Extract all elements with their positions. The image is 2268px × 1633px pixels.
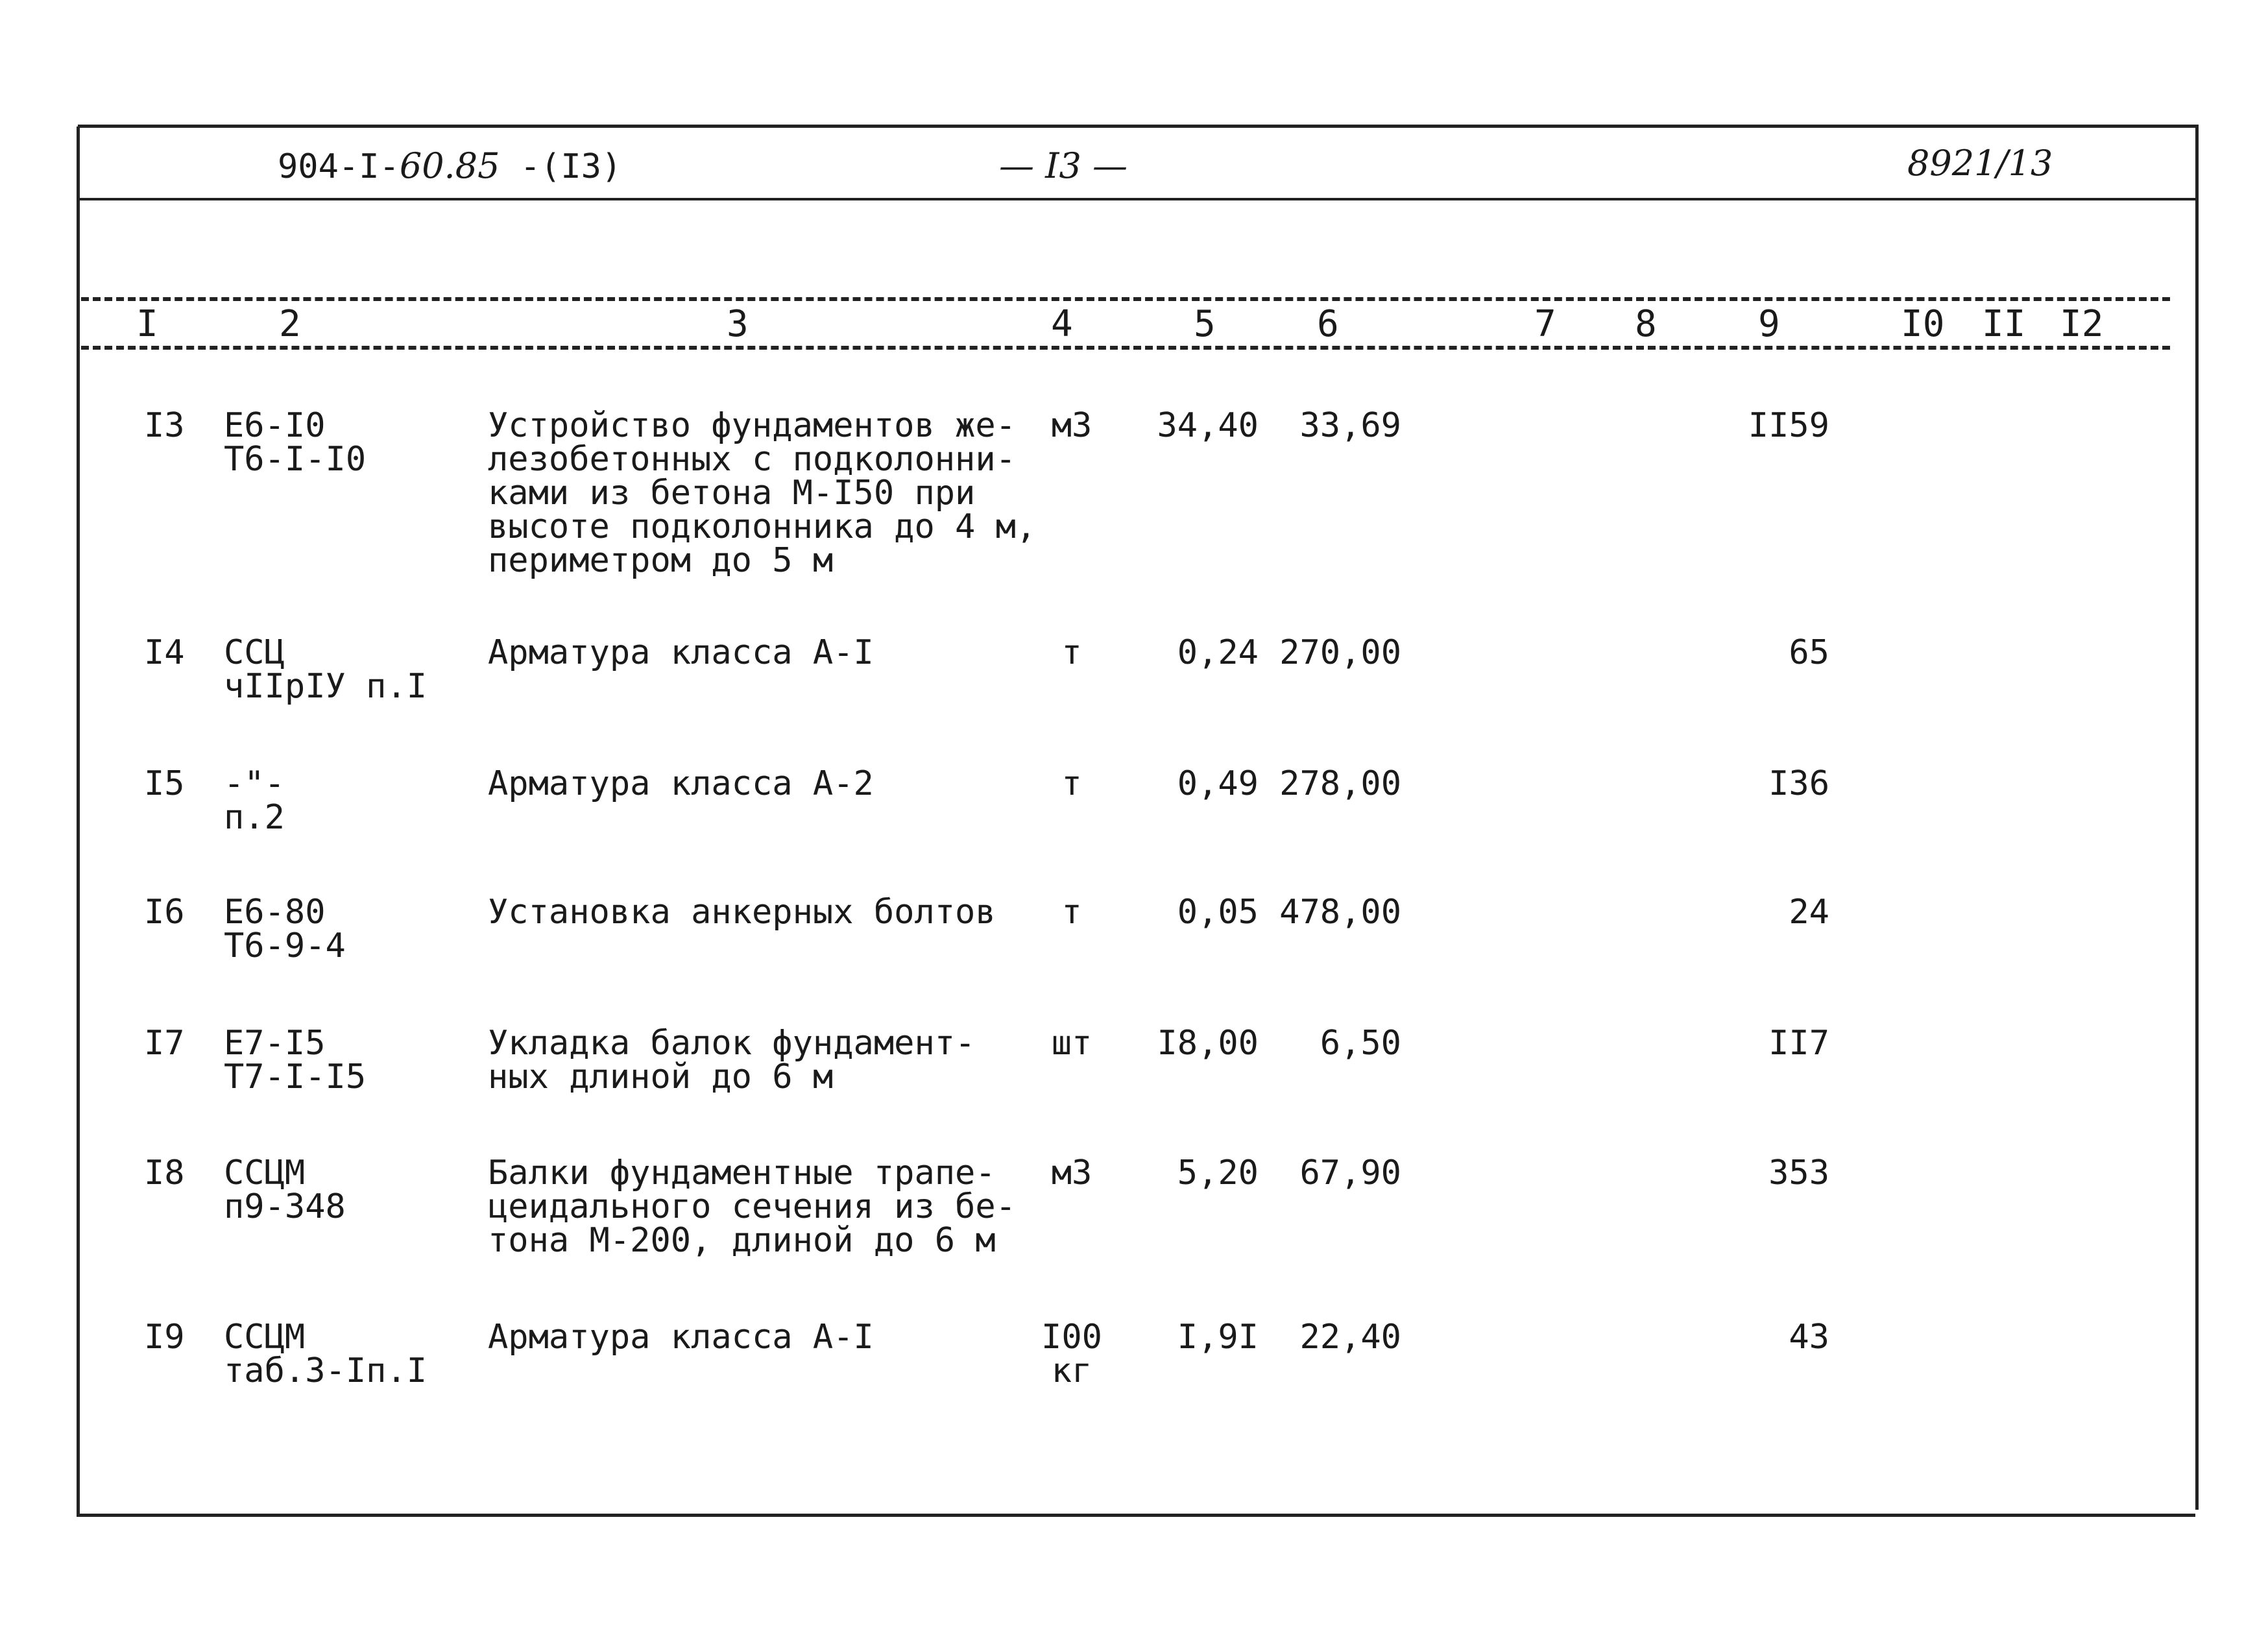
- column-number-1: I: [136, 303, 158, 345]
- row-code-line: Т6-I-I0: [224, 440, 367, 479]
- column-header-bottom-dashes: [81, 346, 2170, 350]
- row-code-line: Е7-I5: [224, 1024, 326, 1063]
- column-number-9: 9: [1758, 303, 1780, 345]
- document-code-prefix: 904-I-: [278, 147, 400, 186]
- row-description-line: Арматура класса А-2: [488, 764, 874, 803]
- column-number-2: 2: [279, 303, 301, 345]
- column-number-10: I0: [1901, 303, 1945, 345]
- row-total: 65: [1789, 633, 1829, 672]
- row-number: I6: [144, 893, 185, 932]
- column-number-3: 3: [727, 303, 749, 345]
- column-number-4: 4: [1051, 303, 1073, 345]
- column-number-7: 7: [1534, 303, 1556, 345]
- row-code-line: п.2: [224, 798, 285, 837]
- row-description-line: ками из бетона М-I50 при: [488, 474, 976, 513]
- row-unit: м3: [1051, 1154, 1092, 1192]
- row-description-line: Арматура класса А-I: [488, 1318, 874, 1357]
- row-unit: т: [1061, 893, 1082, 932]
- row-description-line: Установка анкерных болтов: [488, 893, 996, 932]
- row-unit-price: 270,00: [1279, 633, 1401, 672]
- column-header-top-dashes: [81, 297, 2170, 301]
- column-number-11: II: [1982, 303, 2026, 345]
- column-number-6: 6: [1317, 303, 1339, 345]
- row-code-line: ССЦМ: [224, 1318, 306, 1357]
- document-code-suffix: -(I3): [520, 147, 622, 186]
- row-code-line: чIIрIУ п.I: [224, 667, 428, 706]
- row-quantity: I8,00: [1157, 1024, 1259, 1063]
- row-description-line: цеидального сечения из бе-: [488, 1187, 1016, 1226]
- row-unit-price: 6,50: [1320, 1024, 1401, 1063]
- row-code-line: п9-348: [224, 1187, 346, 1226]
- row-description-line: высоте подколонника до 4 м,: [488, 507, 1037, 546]
- header-divider-line: [80, 198, 2196, 200]
- row-total: II59: [1748, 406, 1829, 445]
- row-unit: т: [1061, 633, 1082, 672]
- row-description-line: Укладка балок фундамент-: [488, 1024, 976, 1063]
- row-unit: кг: [1051, 1351, 1092, 1390]
- row-unit: шт: [1051, 1024, 1092, 1063]
- row-quantity: 5,20: [1177, 1154, 1259, 1192]
- row-description-line: лезобетонных с подколонни-: [488, 440, 1016, 479]
- row-code-line: ССЦМ: [224, 1154, 306, 1192]
- frame-left-line: [77, 127, 80, 1515]
- column-number-8: 8: [1635, 303, 1657, 345]
- row-unit: т: [1061, 764, 1082, 803]
- row-description-line: тона М-200, длиной до 6 м: [488, 1221, 996, 1260]
- row-total: 43: [1789, 1318, 1829, 1357]
- row-total: 353: [1768, 1154, 1829, 1192]
- row-quantity: 34,40: [1157, 406, 1259, 445]
- row-quantity: I,9I: [1177, 1318, 1259, 1357]
- row-unit-price: 22,40: [1299, 1318, 1401, 1357]
- row-total: I36: [1768, 764, 1829, 803]
- row-code-line: -"-: [224, 764, 285, 803]
- row-quantity: 0,49: [1177, 764, 1259, 803]
- row-number: I8: [144, 1154, 185, 1192]
- column-number-5: 5: [1194, 303, 1216, 345]
- row-code-line: ССЦ: [224, 633, 285, 672]
- row-description-line: ных длиной до 6 м: [488, 1058, 834, 1096]
- frame-top-line: [78, 125, 2198, 128]
- row-unit-price: 67,90: [1299, 1154, 1401, 1192]
- row-code-line: Е6-80: [224, 893, 326, 932]
- document-code-handwritten: 60.85: [399, 145, 500, 186]
- row-description-line: периметром до 5 м: [488, 541, 834, 580]
- row-unit: м3: [1051, 406, 1092, 445]
- page-number: — I3 —: [999, 145, 1128, 186]
- sheet-id: 8921/13: [1907, 143, 2053, 184]
- row-number: I4: [144, 633, 185, 672]
- row-unit-price: 33,69: [1299, 406, 1401, 445]
- row-quantity: 0,24: [1177, 633, 1259, 672]
- column-number-12: I2: [2060, 303, 2104, 345]
- row-unit-price: 278,00: [1279, 764, 1401, 803]
- row-description-line: Арматура класса А-I: [488, 633, 874, 672]
- row-code-line: Т6-9-4: [224, 926, 346, 965]
- row-description-line: Устройство фундаментов же-: [488, 406, 1016, 445]
- document-code: [278, 147, 621, 186]
- row-code-line: Е6-I0: [224, 406, 326, 445]
- row-total: II7: [1768, 1024, 1829, 1063]
- row-code-line: Т7-I-I5: [224, 1058, 367, 1096]
- row-unit-price: 478,00: [1279, 893, 1401, 932]
- frame-right-line: [2195, 125, 2199, 1510]
- row-number: I7: [144, 1024, 185, 1063]
- row-unit: I00: [1041, 1318, 1102, 1357]
- row-quantity: 0,05: [1177, 893, 1259, 932]
- frame-bottom-line: [77, 1514, 2195, 1517]
- row-code-line: таб.3-Iп.I: [224, 1351, 428, 1390]
- row-description-line: Балки фундаментные трапе-: [488, 1154, 996, 1192]
- row-number: I5: [144, 764, 185, 803]
- row-number: I3: [144, 406, 185, 445]
- row-number: I9: [144, 1318, 185, 1357]
- row-total: 24: [1789, 893, 1829, 932]
